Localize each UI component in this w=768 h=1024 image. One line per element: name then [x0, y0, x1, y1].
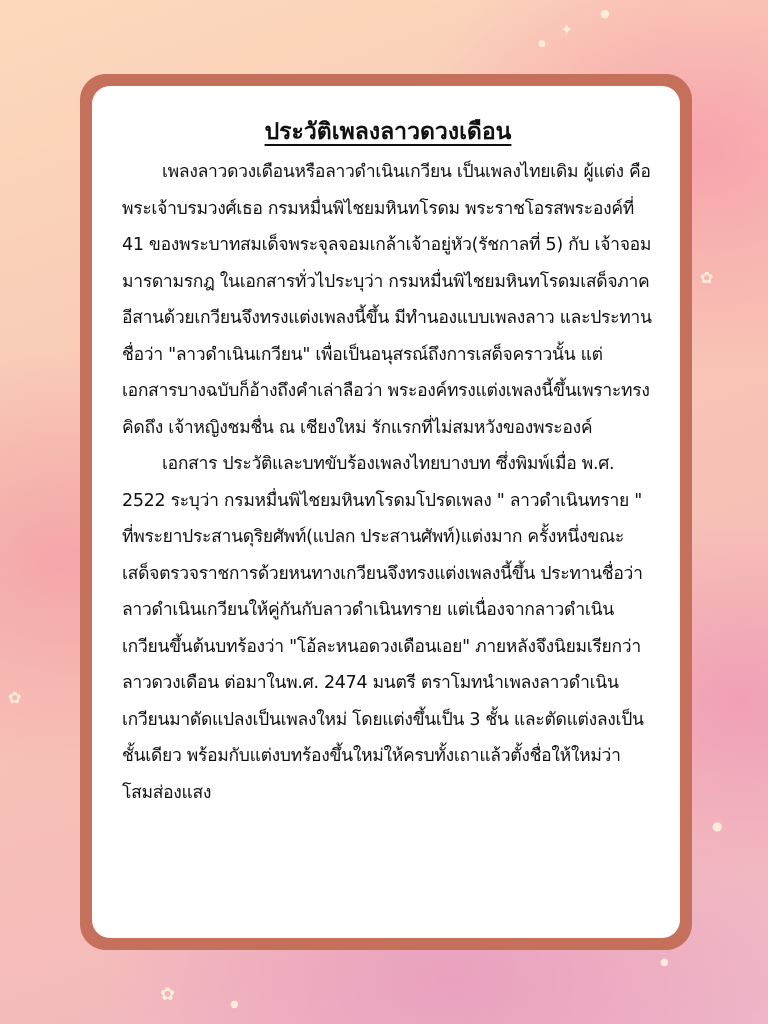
sparkle-icon: ✿ [700, 268, 714, 287]
paragraph-1: เพลงลาวดวงเดือนหรือลาวดำเนินเกวียน เป็นเพลงไทยเดิม ผู้แต่ง คือ พระเจ้าบรมวงศ์เธอ กรมหมื่นพิไชยมหินทโรดม พระราชโอรสพระองค์ที่ 41 ของพระบาทสมเด็จพระจุลจอมเกล้าเจ้าอยู่หัว(รัชกาลที่ 5) กับ เจ้าจอมมารดามรกฎ ในเอกสารทั่วไประบุว่า กรมหมื่นพิไชยมหินทโรดมเสด็จภาคอีสานด้วยเกวียนจึงทรงแต่งเพลงนี้ขึ้น มีทำนองแบบเพลงลาว และประทานชื่อว่า "ลาวดำเนินเกวียน" เพื่อเป็นอนุสรณ์ถึงการเสด็จคราวนั้น แต่เอกสารบางฉบับก็อ้างถึงคำเล่าลือว่า พระองค์ทรงแต่งเพลงนี้ขึ้นเพราะทรงคิดถึง เจ้าหญิงชมชื่น ณ เชียงใหม่ รักแรกที่ไม่สมหวังของพระองค์ [122, 162, 652, 438]
sparkle-icon: ● [230, 999, 239, 1010]
sparkle-icon: ✿ [8, 688, 22, 707]
sparkle-icon: ✦ [560, 20, 574, 39]
document-title: ประวัติเพลงลาวดวงเดือน [264, 119, 512, 145]
sparkle-icon: ● [660, 957, 669, 968]
paragraph-2: เอกสาร ประวัติและบทขับร้องเพลงไทยบางบท ซึ่งพิมพ์เมื่อ พ.ศ. 2522 ระบุว่า กรมหมื่นพิไชยมหินทโรดมโปรดเพลง " ลาวดำเนินทราย " ที่พระยาประสานดุริยศัพท์(แปลก ประสานศัพท์)แต่งมาก ครั้งหนึ่งขณะเสด็จตรวจราชการด้วยหนทางเกวียนจึงทรงแต่งเพลงนี้ขึ้น ประทานชื่อว่าลาวดำเนินเกวียนให้คู่กันกับลาวดำเนินทราย แต่เนื่องจากลาวดำเนินเกวียนขึ้นต้นบทร้องว่า "โอ้ละหนอดวงเดือนเอย" ภายหลังจึงนิยมเรียกว่าลาวดวงเดือน ต่อมาในพ.ศ. 2474 มนตรี ตราโมทนำเพลงลาวดำเนินเกวียนมาดัดแปลงเป็นเพลงใหม่ โดยแต่งขึ้นเป็น 3 ชั้น และตัดแต่งลงเป็นชั้นเดียว พร้อมกับแต่งบทร้องขึ้นใหม่ให้ครบทั้งเถาแล้วตั้งชื่อให้ใหม่ว่า โสมส่องแสง [122, 454, 644, 803]
sparkle-icon: ● [600, 7, 610, 20]
sparkle-icon: ● [712, 819, 723, 833]
sparkle-icon: ● [538, 39, 546, 49]
document-page [92, 86, 680, 938]
document-frame [80, 74, 692, 950]
sparkle-icon: ✿ [160, 984, 176, 1005]
